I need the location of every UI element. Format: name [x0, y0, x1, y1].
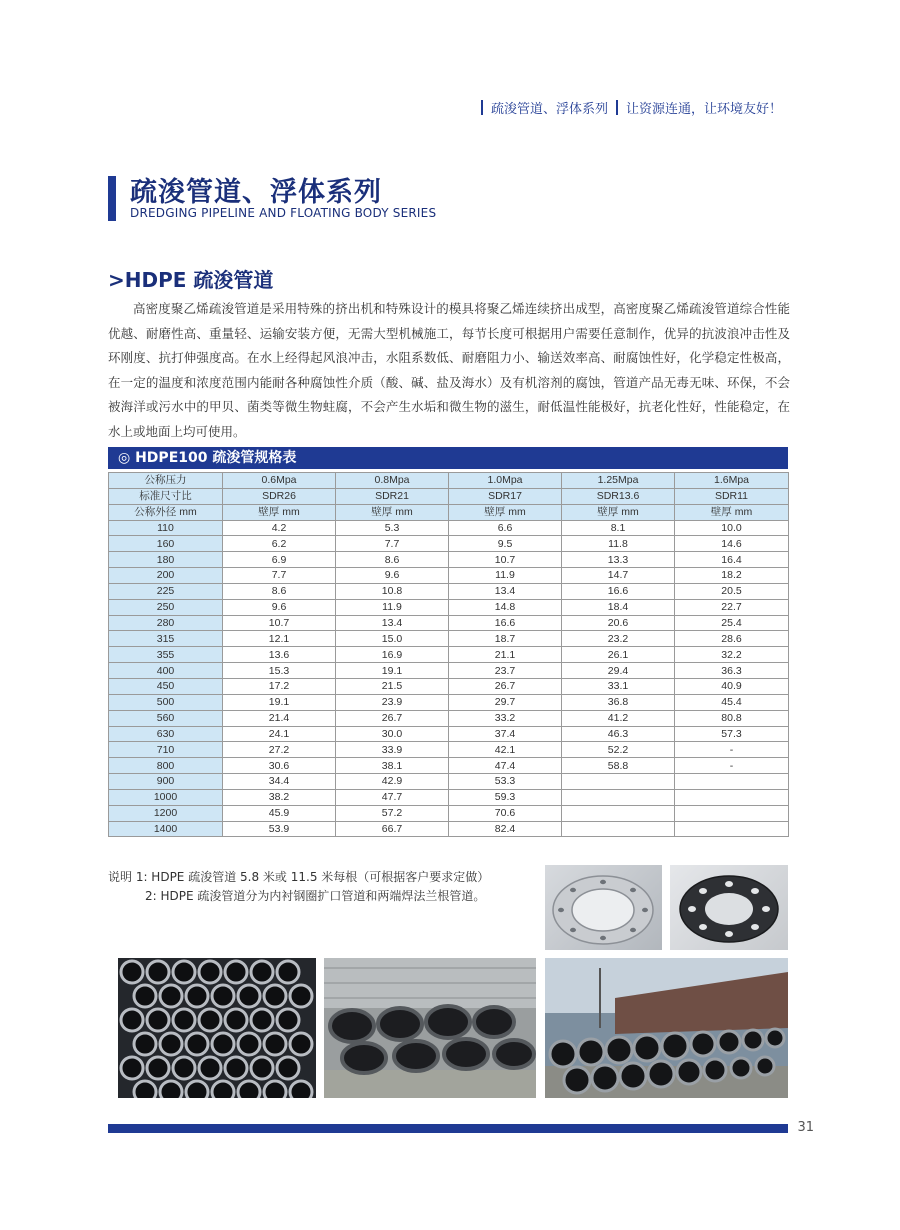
table-cell: 13.3 [562, 552, 675, 568]
table-cell: 34.4 [223, 774, 336, 790]
note-line-1: 说明 1: HDPE 疏浚管道 5.8 米或 11.5 米每根（可根据客户要求定做） [108, 870, 490, 884]
table-cell: 12.1 [223, 631, 336, 647]
table-cell: 27.2 [223, 742, 336, 758]
table-cell: 28.6 [675, 631, 789, 647]
table-cell: 16.4 [675, 552, 789, 568]
table-cell: 9.6 [336, 568, 449, 584]
product-title: >HDPE 疏浚管道 [108, 268, 274, 292]
table-cell: 32.2 [675, 647, 789, 663]
table-cell: 17.2 [223, 678, 336, 694]
table-cell: 160 [109, 536, 223, 552]
table-cell: 58.8 [562, 758, 675, 774]
table-row [109, 710, 789, 726]
table-cell: 标准尺寸比 [109, 488, 223, 504]
table-cell: 20.5 [675, 583, 789, 599]
table-cell: 壁厚 mm [675, 504, 789, 520]
table-cell: 47.4 [449, 758, 562, 774]
table-cell: 225 [109, 583, 223, 599]
table-cell: 33.9 [336, 742, 449, 758]
table-cell: 26.7 [449, 678, 562, 694]
top-tagline [481, 98, 782, 117]
table-cell: 57.3 [675, 726, 789, 742]
table-cell: 23.9 [336, 694, 449, 710]
table-row [109, 583, 789, 599]
table-cell [562, 805, 675, 821]
table-row [109, 758, 789, 774]
note-line-2: 2: HDPE 疏浚管道分为内衬钢圈扩口管道和两端焊法兰根管道。 [145, 889, 486, 903]
table-cell [562, 774, 675, 790]
divider [616, 100, 618, 115]
table-cell: 8.6 [223, 583, 336, 599]
table-cell: 16.9 [336, 647, 449, 663]
table-cell: 38.2 [223, 789, 336, 805]
table-cell: 10.7 [449, 552, 562, 568]
table-cell: 80.8 [675, 710, 789, 726]
table-cell: 公称外径 mm [109, 504, 223, 520]
spec-table [108, 472, 789, 837]
table-cell: 47.7 [336, 789, 449, 805]
table-cell: - [675, 758, 789, 774]
table-cell: 59.3 [449, 789, 562, 805]
table-cell: 4.2 [223, 520, 336, 536]
table-cell: 70.6 [449, 805, 562, 821]
table-row [109, 520, 789, 536]
table-cell: 18.7 [449, 631, 562, 647]
table-cell: 11.9 [449, 568, 562, 584]
table-cell: 9.5 [449, 536, 562, 552]
table-cell: 42.9 [336, 774, 449, 790]
table-cell: 16.6 [562, 583, 675, 599]
table-cell: 6.2 [223, 536, 336, 552]
stacked-pipes-photo [118, 958, 316, 1098]
table-row [109, 774, 789, 790]
table-header-row [109, 488, 789, 504]
table-cell [675, 774, 789, 790]
table-cell: 壁厚 mm [449, 504, 562, 520]
table-cell: 9.6 [223, 599, 336, 615]
table-cell [675, 821, 789, 837]
workshop-pipes-photo [324, 958, 536, 1098]
page-number: 31 [797, 1120, 814, 1135]
yard-pipes-photo [545, 958, 788, 1098]
table-cell: 10.7 [223, 615, 336, 631]
black-flange-photo [670, 865, 788, 950]
table-cell: 1400 [109, 821, 223, 837]
table-cell: 45.4 [675, 694, 789, 710]
table-cell [675, 805, 789, 821]
table-cell: 33.1 [562, 678, 675, 694]
notes [108, 868, 489, 906]
divider [481, 100, 483, 115]
table-cell: 24.1 [223, 726, 336, 742]
table-cell: 57.2 [336, 805, 449, 821]
table-cell: 23.7 [449, 663, 562, 679]
table-cell: 52.2 [562, 742, 675, 758]
table-cell: 1200 [109, 805, 223, 821]
table-cell: 20.6 [562, 615, 675, 631]
table-cell: - [675, 742, 789, 758]
table-cell: 630 [109, 726, 223, 742]
table-cell: 36.8 [562, 694, 675, 710]
table-cell: 15.3 [223, 663, 336, 679]
table-cell: 7.7 [336, 536, 449, 552]
table-cell: SDR17 [449, 488, 562, 504]
heading-accent-bar [108, 176, 116, 221]
table-title: ◎ HDPE100 疏浚管规格表 [108, 447, 788, 469]
table-cell: 800 [109, 758, 223, 774]
table-cell: SDR13.6 [562, 488, 675, 504]
table-cell: 公称压力 [109, 473, 223, 489]
table-cell: 180 [109, 552, 223, 568]
table-cell: 13.4 [336, 615, 449, 631]
table-cell: 21.4 [223, 710, 336, 726]
table-cell: 8.1 [562, 520, 675, 536]
table-row [109, 552, 789, 568]
table-cell: 1.6Mpa [675, 473, 789, 489]
section-title-zh: 疏浚管道、浮体系列 [130, 177, 382, 208]
table-cell: 30.0 [336, 726, 449, 742]
table-cell: 42.1 [449, 742, 562, 758]
table-cell: 7.7 [223, 568, 336, 584]
table-cell: 13.4 [449, 583, 562, 599]
table-cell: 10.0 [675, 520, 789, 536]
table-cell: 26.1 [562, 647, 675, 663]
table-cell: 280 [109, 615, 223, 631]
table-cell: 15.0 [336, 631, 449, 647]
table-cell: 560 [109, 710, 223, 726]
steel-flange-photo [545, 865, 662, 950]
table-row [109, 789, 789, 805]
table-cell: 36.3 [675, 663, 789, 679]
series-label: 疏浚管道、浮体系列 [490, 102, 608, 117]
table-cell: 19.1 [336, 663, 449, 679]
table-cell: 33.2 [449, 710, 562, 726]
table-cell: 53.3 [449, 774, 562, 790]
table-cell: 14.8 [449, 599, 562, 615]
table-cell: 11.9 [336, 599, 449, 615]
product-description: 高密度聚乙烯疏浚管道是采用特殊的挤出机和特殊设计的模具将聚乙烯连续挤出成型，高密度聚乙烯疏浚管道综合性能优越、耐磨性高、重量轻、运输安装方便，无需大型机械施工，每节长度可根据用户需要任意制作，优异的抗波浪冲击性及环刚度、抗打伸强度高。在水上经得起风浪冲击，水阻系数低、耐磨阻力小、输送效率高、耐腐蚀性好，化学稳定性极高，在一定的温度和浓度范围内能耐各种腐蚀性介质（酸、碱、盐及海水）及有机溶剂的腐蚀，管道产品无毒无味、环保，不会被海洋或污水中的甲贝、菌类等微生物蛀腐，不会产生水垢和微生物的滋生，耐低温性能极好，抗老化性好，性能稳定，在水上或地面上均可使用。 [108, 301, 790, 439]
table-row [109, 647, 789, 663]
table-cell: SDR26 [223, 488, 336, 504]
section-title-en: DREDGING PIPELINE AND FLOATING BODY SERIES [130, 206, 437, 220]
table-cell: 13.6 [223, 647, 336, 663]
table-cell: 400 [109, 663, 223, 679]
table-cell: 45.9 [223, 805, 336, 821]
table-cell [562, 821, 675, 837]
table-cell: 14.7 [562, 568, 675, 584]
table-cell: 29.7 [449, 694, 562, 710]
table-row [109, 726, 789, 742]
table-cell: 40.9 [675, 678, 789, 694]
table-cell: 21.5 [336, 678, 449, 694]
table-cell: 19.1 [223, 694, 336, 710]
table-cell: 200 [109, 568, 223, 584]
footer-bar [108, 1124, 788, 1133]
table-row [109, 631, 789, 647]
table-cell: 900 [109, 774, 223, 790]
table-cell: 710 [109, 742, 223, 758]
table-cell: 30.6 [223, 758, 336, 774]
table-cell: 6.9 [223, 552, 336, 568]
table-cell: 29.4 [562, 663, 675, 679]
table-cell: 38.1 [336, 758, 449, 774]
table-row [109, 599, 789, 615]
table-cell [562, 789, 675, 805]
table-row [109, 694, 789, 710]
table-cell: 41.2 [562, 710, 675, 726]
table-cell: 18.4 [562, 599, 675, 615]
table-cell: 1.25Mpa [562, 473, 675, 489]
table-cell: SDR11 [675, 488, 789, 504]
table-cell: 37.4 [449, 726, 562, 742]
table-cell: 82.4 [449, 821, 562, 837]
table-row [109, 663, 789, 679]
table-cell: 315 [109, 631, 223, 647]
table-cell: 0.6Mpa [223, 473, 336, 489]
table-cell: 450 [109, 678, 223, 694]
table-cell: 1.0Mpa [449, 473, 562, 489]
table-cell: 250 [109, 599, 223, 615]
table-row [109, 742, 789, 758]
table-cell [675, 789, 789, 805]
table-cell: 1000 [109, 789, 223, 805]
table-cell: 5.3 [336, 520, 449, 536]
table-cell: 11.8 [562, 536, 675, 552]
table-row [109, 821, 789, 837]
table-cell: 壁厚 mm [336, 504, 449, 520]
table-cell: 6.6 [449, 520, 562, 536]
table-cell: 0.8Mpa [336, 473, 449, 489]
table-row [109, 615, 789, 631]
table-cell: 8.6 [336, 552, 449, 568]
table-cell: 46.3 [562, 726, 675, 742]
table-cell: SDR21 [336, 488, 449, 504]
table-cell: 壁厚 mm [562, 504, 675, 520]
table-cell: 22.7 [675, 599, 789, 615]
table-row [109, 536, 789, 552]
table-cell: 23.2 [562, 631, 675, 647]
table-header-row [109, 504, 789, 520]
table-cell: 53.9 [223, 821, 336, 837]
table-cell: 16.6 [449, 615, 562, 631]
table-cell: 10.8 [336, 583, 449, 599]
table-cell: 壁厚 mm [223, 504, 336, 520]
table-cell: 110 [109, 520, 223, 536]
table-row [109, 805, 789, 821]
table-cell: 500 [109, 694, 223, 710]
table-row [109, 678, 789, 694]
table-cell: 25.4 [675, 615, 789, 631]
table-cell: 18.2 [675, 568, 789, 584]
table-header-row [109, 473, 789, 489]
table-cell: 355 [109, 647, 223, 663]
table-cell: 14.6 [675, 536, 789, 552]
slogan: 让资源连通，让环境友好！ [625, 102, 782, 117]
table-cell: 26.7 [336, 710, 449, 726]
table-row [109, 568, 789, 584]
table-cell: 66.7 [336, 821, 449, 837]
table-cell: 21.1 [449, 647, 562, 663]
